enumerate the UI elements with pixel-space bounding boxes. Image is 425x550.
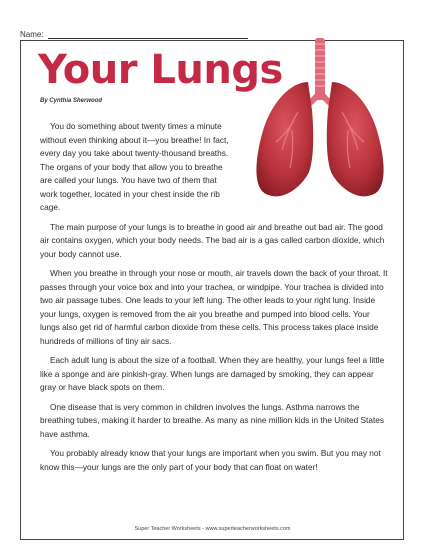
- name-label: Name:: [20, 30, 44, 39]
- paragraph: One disease that is very common in children involves the lungs. Asthma narrows the breathing tubes, making it harder to breathe. As many as nine million kids in the United States have asthma.: [40, 401, 385, 439]
- page-title: Your Lungs: [38, 47, 283, 93]
- paragraph: When you breathe in through your nose or mouth, air travels down the back of your throat. It passes through your voice box and into your trachea, or windpipe. Your trachea is divided into two air passage tubes. One leads to your left lung. The other leads to your right lung. Inside your lungs, oxygen is removed from the air you breathe and pumped into blood cells. Your lungs also get rid of harmful carbon dioxide from these cells. This process takes place inside hundreds of millions of tiny air sacs.: [40, 268, 388, 346]
- paragraph: Each adult lung is about the size of a football. When they are healthy, your lungs feel a little like a sponge and are pinkish-gray. When lungs are damaged by smoking, they can appear gray or have black spots on them.: [40, 355, 385, 392]
- article-body: [40, 120, 388, 480]
- paragraph: The main purpose of your lungs is to breathe in good air and breathe out bad air. The good air contains oxygen, which your body needs. The bad air is a gas called carbon dioxide, which your body cannot use.: [40, 221, 385, 259]
- paragraph: You probably already know that your lungs are important when you swim. But you may not know this—your lungs are the only part of your body that can float on water!: [40, 448, 381, 472]
- byline: By Cynthia Sherwood: [40, 98, 103, 104]
- footer-credit: Super Teacher Worksheets - www.superteacherworksheets.com: [134, 526, 291, 532]
- paragraph: You do something about twenty times a minute without even thinking about it—you breathe! In fact, every day you take about twenty-thousand breaths. The organs of your body that allow you to breathe are called your lungs. You have two of them that work together, located in your chest inside the rib cage.: [40, 121, 229, 212]
- name-field-row: [20, 30, 248, 39]
- name-line[interactable]: [48, 30, 248, 39]
